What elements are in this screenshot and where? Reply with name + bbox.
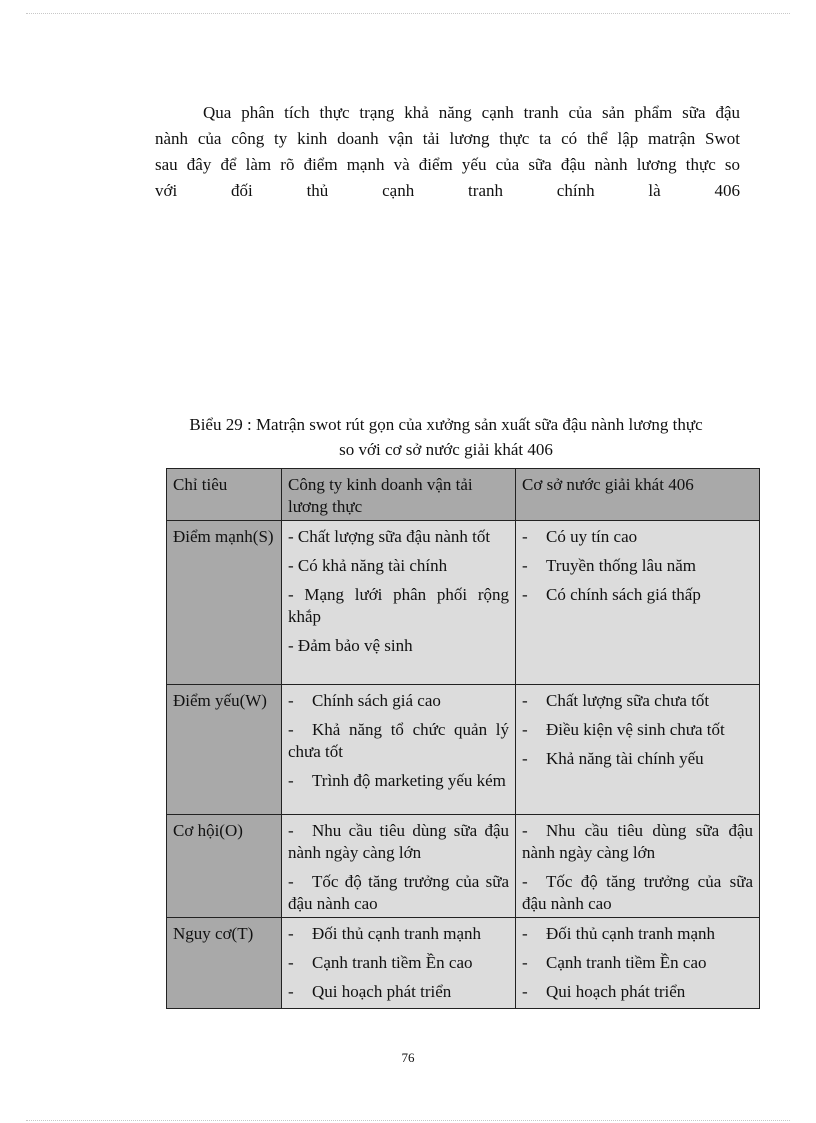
list-item: - Chính sách giá cao — [288, 691, 441, 710]
list-item: - Nhu cầu tiêu dùng sữa đậu nành ngày càng lớn — [288, 821, 509, 862]
list-item: - Trình độ marketing yếu kém — [288, 771, 506, 790]
list-item: - Tốc độ tăng trưởng của sữa đậu nành cao — [522, 872, 753, 913]
caption-line-2: so với cơ sở nước giải khát 406 — [339, 440, 553, 459]
weaknesses-company-cell — [282, 685, 516, 815]
list-item: - Cạnh tranh tiềm Ền cao — [522, 953, 707, 972]
weaknesses-competitor-cell — [516, 685, 760, 815]
intro-paragraph — [155, 100, 740, 204]
list-item: - Có uy tín cao — [522, 527, 638, 546]
list-item: - Truyền thống lâu năm — [522, 556, 697, 575]
strengths-company-cell — [282, 521, 516, 685]
list-item: - Cạnh tranh tiềm Ền cao — [288, 953, 473, 972]
list-item: - Có khả năng tài chính — [288, 556, 448, 575]
table-caption — [140, 412, 752, 462]
page-number: 76 — [401, 1050, 415, 1065]
caption-line-1: Biểu 29 : Matrận swot rút gọn của xưởng sản xuất sữa đậu nành lương thực — [189, 415, 703, 434]
intro-line: sau đây để làm rõ điểm mạnh và điểm yếu của sữa đậu nành lương thực so — [155, 155, 740, 174]
header-criteria: Chỉ tiêu — [167, 469, 282, 521]
list-item: - Có chính sách giá thấp — [522, 585, 701, 604]
list-item: - Khả năng tổ chức quản lý chưa tốt — [288, 720, 509, 761]
opportunities-company-cell — [282, 815, 516, 918]
table-row-strengths — [167, 521, 760, 685]
swot-table — [166, 468, 760, 1009]
list-item: - Đối thủ cạnh tranh mạnh — [522, 924, 716, 943]
list-item: - Khả năng tài chính yếu — [522, 749, 704, 768]
header-company: Công ty kinh doanh vận tải lương thực — [282, 469, 516, 521]
list-item: - Điều kiện vệ sinh chưa tốt — [522, 720, 725, 739]
row-label-threats: Nguy cơ(T) — [167, 918, 282, 1009]
page-border-bottom — [26, 1120, 790, 1121]
intro-line: nành của công ty kinh doanh vận tải lương thực ta có thể lập matrận Swot — [155, 129, 740, 148]
table-row-weaknesses — [167, 685, 760, 815]
list-item: - Mạng lưới phân phối rộng khắp — [288, 585, 509, 626]
threats-company-cell — [282, 918, 516, 1009]
row-label-strengths: Điểm mạnh(S) — [167, 521, 282, 685]
list-item: - Qui hoạch phát triển — [522, 982, 686, 1001]
table-row-opportunities — [167, 815, 760, 918]
intro-line: với đối thủ cạnh tranh chính là 406 — [155, 181, 740, 200]
row-label-weaknesses: Điểm yếu(W) — [167, 685, 282, 815]
opportunities-competitor-cell — [516, 815, 760, 918]
list-item: - Đảm bảo vệ sinh — [288, 636, 413, 655]
threats-competitor-cell — [516, 918, 760, 1009]
list-item: - Chất lượng sữa chưa tốt — [522, 691, 710, 710]
list-item: - Nhu cầu tiêu dùng sữa đậu nành ngày càng lớn — [522, 821, 753, 862]
row-label-opportunities: Cơ hội(O) — [167, 815, 282, 918]
table-row-threats — [167, 918, 760, 1009]
strengths-competitor-cell — [516, 521, 760, 685]
list-item: - Tốc độ tăng trưởng của sữa đậu nành cao — [288, 872, 509, 913]
list-item: - Đối thủ cạnh tranh mạnh — [288, 924, 482, 943]
list-item: - Qui hoạch phát triển — [288, 982, 452, 1001]
list-item: - Chất lượng sữa đậu nành tốt — [288, 527, 491, 546]
header-competitor: Cơ sở nước giải khát 406 — [516, 469, 760, 521]
page-border-top — [26, 13, 790, 14]
table-header-row — [167, 469, 760, 521]
intro-line: Qua phân tích thực trạng khả năng cạnh tranh của sản phẩm sữa đậu — [203, 103, 740, 122]
